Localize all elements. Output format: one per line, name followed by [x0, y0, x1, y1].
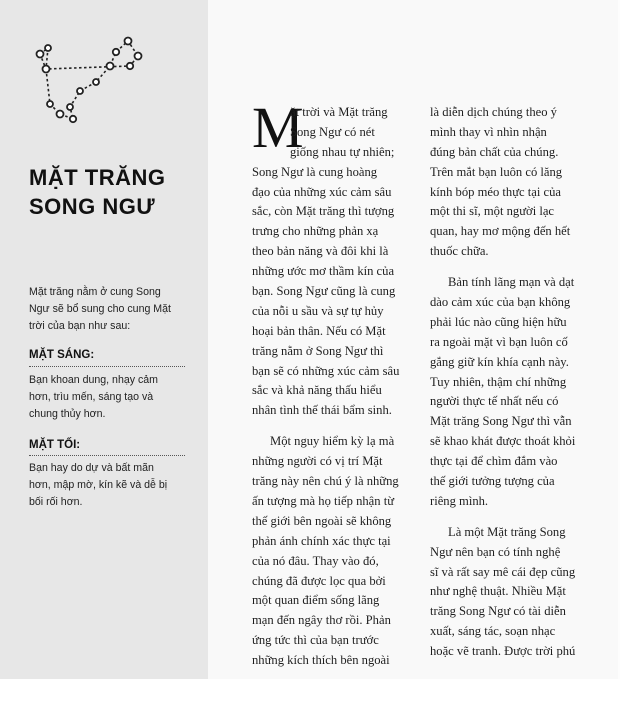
text-line: sắc, còn Mặt trăng thì tượng	[252, 204, 395, 219]
text-line: thuốc chữa.	[430, 244, 489, 259]
text-line: đạo của những xúc cảm sâu	[252, 184, 392, 199]
text-line: theo bản năng và đôi khi là	[252, 244, 389, 259]
sidebar-intro-line: trời của bạn như sau:	[29, 320, 131, 332]
text-line: những kích thích bên ngoài	[252, 653, 390, 668]
text-line: dào cảm xúc của bạn không	[430, 295, 571, 310]
text-line: người thực tế nhất nếu có	[430, 394, 559, 409]
text-line: của nỗi u sầu và sự tự hủy	[252, 303, 384, 318]
dark-side-text	[29, 460, 189, 511]
column1-opening	[290, 103, 418, 163]
text-line: sĩ và rất say mê cái đẹp cũng	[430, 564, 576, 579]
sidebar-intro	[29, 284, 189, 335]
text-line: ấn tượng mà họ tiếp nhận từ	[252, 493, 395, 508]
text-line: nhân tình thế thái bẩm sinh.	[252, 403, 392, 418]
text-line: của nó đâu. Thay vào đó,	[252, 553, 379, 568]
text-line: là diễn dịch chúng theo ý	[430, 105, 557, 119]
sidebar-intro-line: Ngư sẽ bổ sung cho cung Mặt	[29, 303, 171, 315]
text-line: Bản tính lãng mạn và dạt	[448, 275, 575, 290]
text-line: một quan điểm sống lãng	[252, 593, 380, 608]
text-line: sắc và khả năng thấu hiểu	[252, 383, 382, 398]
sidebar-title	[29, 163, 199, 221]
sidebar-title-line1: MẶT TRĂNG	[29, 165, 166, 190]
dark-side-line: Bạn hay do dự và bất mãn	[29, 462, 154, 474]
text-line: một thi sĩ, một người lạc	[430, 204, 555, 219]
dark-side-line: hơn, mập mờ, kín kẽ và dễ bị	[29, 479, 168, 491]
text-line: riêng mình.	[430, 493, 489, 508]
text-line: Trên mắt bạn luôn có lăng	[430, 164, 563, 179]
text-line: hoặc vẽ tranh. Được trời phú	[430, 644, 576, 659]
pisces-constellation-icon	[18, 24, 158, 144]
text-line: trăng nằm ở Song Ngư thì	[252, 343, 384, 358]
text-line: quan, hay mơ mộng đến hết	[430, 224, 571, 239]
dark-side-heading: MẶT TỐI:	[29, 439, 81, 451]
bright-side-divider	[29, 366, 185, 367]
text-line: thực tại để chìm đắm vào	[430, 454, 558, 469]
sidebar-title-line2: SONG NGƯ	[29, 194, 156, 219]
text-line: bạn. Song Ngư cũng là cung	[252, 284, 396, 299]
text-line: Ngư nên bạn có tính nghệ	[430, 544, 561, 559]
bright-side-text	[29, 372, 189, 423]
text-line: mình thay vì nhìn nhận	[430, 124, 547, 139]
bright-side-line: Bạn khoan dung, nhạy cảm	[29, 374, 158, 386]
text-line: những ước mơ thầm kín của	[252, 264, 395, 279]
text-line: phải lúc nào cũng hiện hữu	[430, 314, 567, 329]
text-line: thế giới bên ngoài sẽ không	[252, 513, 392, 528]
text-line: ặt trời và Mặt trăng	[290, 105, 388, 119]
text-line: Song Ngư là cung hoàng	[252, 164, 378, 179]
bright-side-heading: MẶT SÁNG:	[29, 349, 95, 361]
text-line: những người có vị trí Mặt	[252, 454, 383, 469]
text-line: trăng này nên chú ý là những	[252, 474, 399, 489]
text-line: phản ánh chính xác thực tại	[252, 533, 391, 548]
dark-side-line: bối rối hơn.	[29, 496, 83, 508]
text-line: sẽ khao khát được thoát khỏi	[430, 434, 576, 449]
text-line: giống nhau tự nhiên;	[290, 144, 395, 159]
text-line: đúng bản chất của chúng.	[430, 144, 559, 159]
text-line: Song Ngư có nét	[290, 124, 375, 139]
text-line: như nghệ thuật. Nhiều Mặt	[430, 584, 566, 599]
text-line: gắng giữ kín khía cạnh này.	[430, 354, 569, 369]
bright-side-line: chung thủy hơn.	[29, 408, 106, 420]
bottom-margin	[0, 679, 620, 719]
text-line: ứng tức thì của bạn trước	[252, 633, 379, 648]
text-line: xuất, sáng tác, soạn nhạc	[430, 624, 556, 639]
text-line: mạn đến ngây thơ rồi. Phản	[252, 613, 391, 628]
text-line: Một nguy hiểm kỳ lạ mà	[270, 434, 395, 449]
dark-side-divider	[29, 455, 185, 456]
text-line: Mặt trăng Song Ngư thì vẫn	[430, 414, 572, 429]
column2-body	[430, 103, 596, 662]
text-line: trăng Song Ngư có tài diễn	[430, 604, 566, 619]
text-line: kính bóp méo thực tại của	[430, 184, 561, 199]
text-line: trưng cho những phản xạ	[252, 224, 379, 239]
text-line: chúng đã được lọc qua bởi	[252, 573, 386, 588]
sidebar-intro-line: Mặt trăng nằm ở cung Song	[29, 286, 161, 298]
bright-side-line: hơn, trìu mến, sáng tạo và	[29, 391, 154, 403]
text-line: Là một Mặt trăng Song	[448, 524, 566, 539]
column1-body	[252, 163, 418, 671]
text-line: hoại bản thân. Nếu có Mặt	[252, 323, 386, 338]
text-line: thế giới tưởng tượng của	[430, 474, 555, 489]
text-line: bạn sẽ có những xúc cảm sâu	[252, 363, 400, 378]
text-line: ra ngoài mặt vì bạn luôn cố	[430, 334, 568, 349]
drop-cap: M	[252, 95, 304, 160]
text-line: Tuy nhiên, thậm chí những	[430, 374, 567, 389]
